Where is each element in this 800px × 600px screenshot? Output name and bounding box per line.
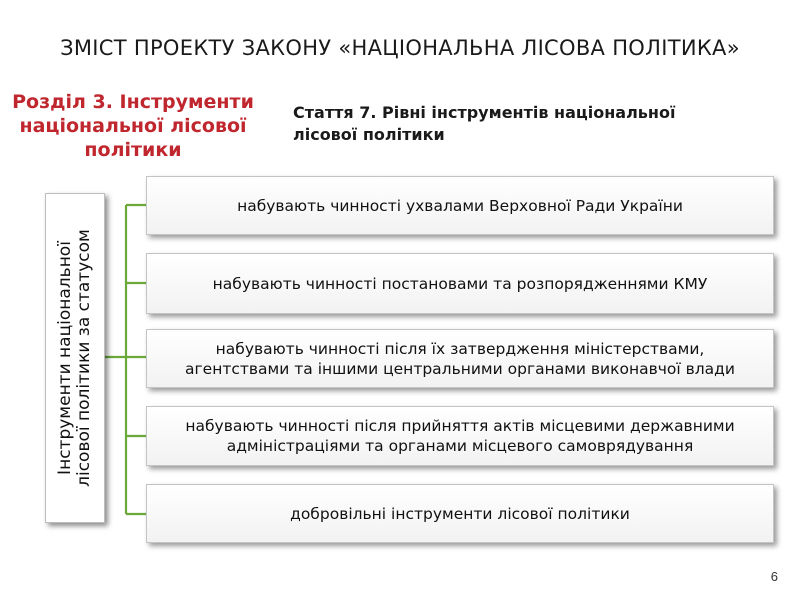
level-text: агентствами та іншими центральними органами виконавчої влади xyxy=(185,359,735,378)
category-label-line: Інструменти національної xyxy=(55,241,75,475)
level-text: добровільні інструменти лісової політики xyxy=(290,504,630,523)
article-heading-line: лісової політики xyxy=(293,125,445,144)
level-box-5 xyxy=(146,484,774,543)
article-heading xyxy=(293,102,733,146)
section-heading-line: Розділ 3. Інструменти xyxy=(12,91,254,113)
level-text: набувають чинності після прийняття актів місцевими державними xyxy=(185,417,735,435)
section-heading-line: політики xyxy=(84,139,182,161)
category-label xyxy=(56,198,94,518)
section-heading-line: національної лісової xyxy=(19,115,247,137)
level-box-4 xyxy=(146,406,774,466)
section-heading xyxy=(8,90,258,162)
level-box-3 xyxy=(146,329,774,388)
page-number: 6 xyxy=(770,569,778,584)
level-box-1 xyxy=(146,176,774,235)
level-text: набувають чинності ухвалами Верховної Ради України xyxy=(237,196,683,215)
level-text: набувають чинності після їх затвердження міністерствами, xyxy=(215,339,705,358)
page-title: ЗМІСТ ПРОЕКТУ ЗАКОНУ «НАЦІОНАЛЬНА ЛІСОВА ПОЛІТИКА» xyxy=(60,36,740,60)
category-box xyxy=(45,193,105,523)
category-label-line: лісової політики за статусом xyxy=(74,229,94,487)
article-heading-line: Стаття 7. Рівні інструментів національної xyxy=(293,103,676,122)
level-text: набувають чинності постановами та розпорядженнями КМУ xyxy=(212,274,708,293)
level-text: адміністраціями та органами місцевого самоврядування xyxy=(226,437,694,455)
level-box-2 xyxy=(146,253,774,314)
